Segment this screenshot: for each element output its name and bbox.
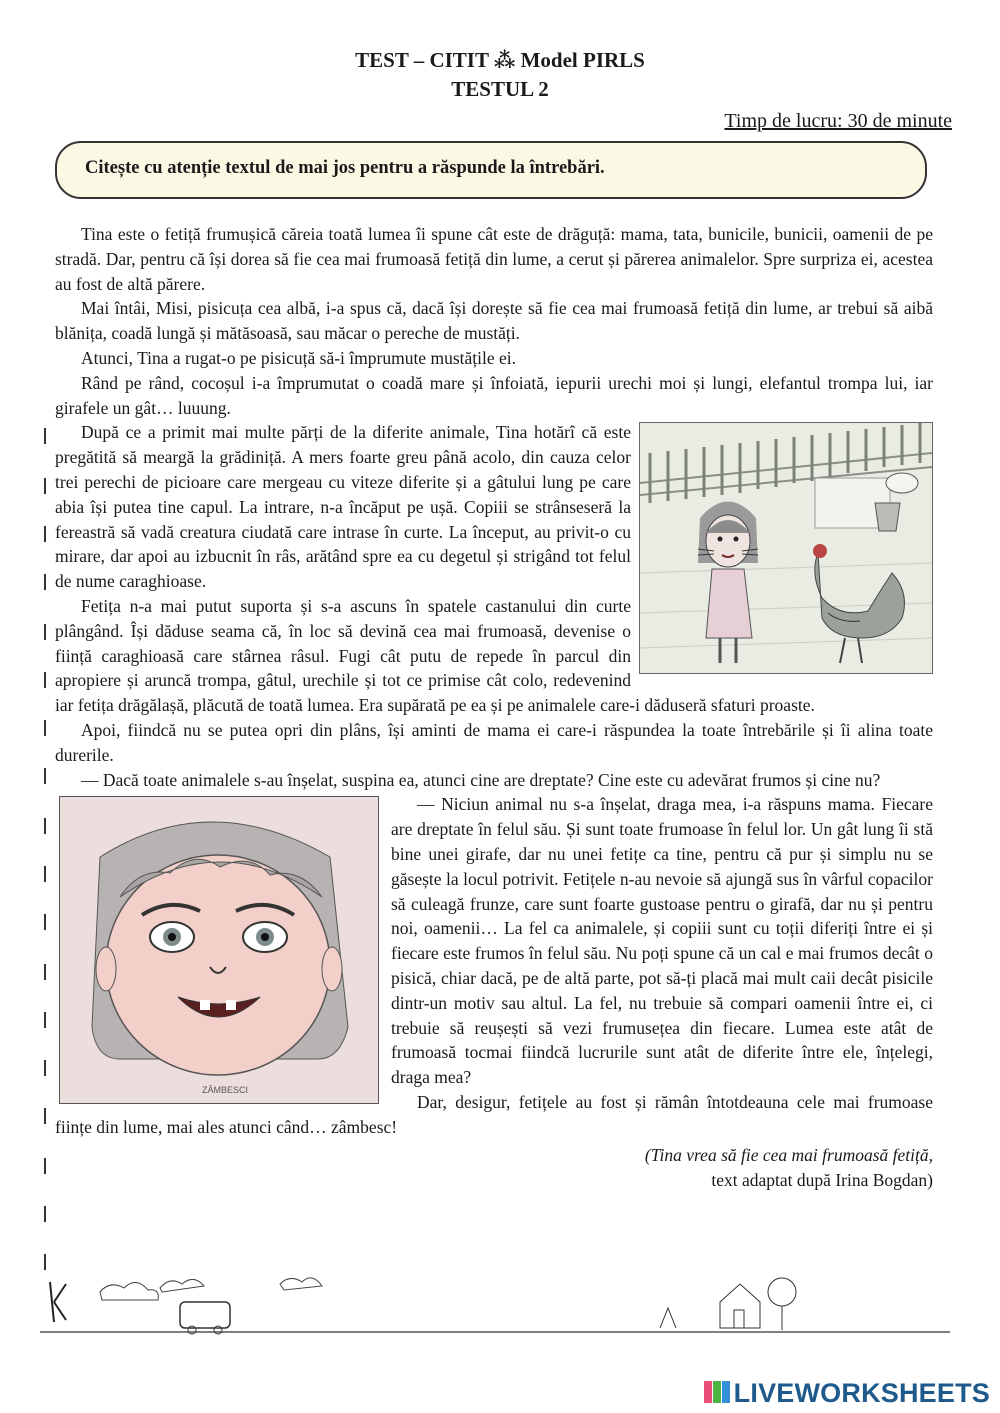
instruction-box: Citește cu atenție textul de mai jos pentru a răspunde la întrebări.: [55, 141, 927, 199]
liveworksheets-logo: [704, 1378, 990, 1410]
face-caption: ZÂMBESCI: [202, 1085, 249, 1096]
brand-text: LIVEWORKSHEETS: [733, 1378, 990, 1408]
smiling-girl-illustration: [59, 796, 379, 1104]
liveworksheets-icon: [704, 1379, 730, 1410]
test-number: TESTUL 2: [451, 77, 549, 101]
paragraph-3: Atunci, Tina a rugat-o pe pisicuță să-i împrumute mustățile ei.: [81, 347, 516, 368]
paragraph-5: După ce a primit mai multe părți de la diferite animale, Tina hotărî că este pregătită să meargă la grădiniță. A mers foarte greu până acolo, din cauza celor trei perechi de picioare care mergeau cu viteze diferite și a gâtului lung pe care abia își putea tine capul. La intrare, n-a încăput pe ușă. Copiii se strânseseră la fereastră să vadă creatura ciudată care intrase în curte. La început, au privit-o cu mirare, dar apoi au izbucnit în râs, arătând spre ea cu degetul și strigând tot felul de nume caraghioase.: [55, 422, 631, 592]
girl-and-rooster-illustration: [639, 422, 933, 674]
bottom-decoration: [40, 1262, 950, 1342]
story-text: [55, 222, 933, 1193]
test-title: TEST – CITIT ⁂ Model PIRLS: [355, 48, 645, 72]
source-citation: [55, 1143, 933, 1193]
paragraph-2: Mai întâi, Misi, pisicuța cea albă, i-a spus că, dacă își dorește să fie cea mai frumoasă fetiță din lume, ar trebui să aibă blănița, coadă lungă și mătăsoasă, sau măcar o pereche de mustăți.: [55, 298, 933, 344]
test-header: [0, 46, 1000, 104]
paragraph-4: Rând pe rând, cocoșul i-a împrumutat o coadă mare și înfoiată, iepurii urechi moi și lungi, elefantul trompa lui, iar girafele un gât… luuung.: [55, 372, 933, 418]
paragraph-7: Apoi, fiindcă nu se putea opri din plâns, își aminti de mama ei care-i răspundea la toate întrebările și îi alina toate durerile.: [55, 719, 933, 765]
margin-marks: [44, 428, 50, 1328]
paragraph-6: Fetița n-a mai putut suporta și s-a ascuns în spatele castanului din curte plângând. Își dăduse seama că, în loc să devină cea mai frumoasă, devenise o ființă caraghioasă care stârnea râsul. Fugi cât putu de repede în parcul din apropiere și aruncă trompa, gâtul, urechile și tot ce primise cât colo, redevenind iar fetița drăgălașă, plăcută de toată lumea. Era supărată pe ea și pe animalele care-i dăduseră sfaturi proaste.: [55, 595, 815, 716]
source-author: text adaptat după Irina Bogdan): [711, 1170, 933, 1191]
paragraph-8: — Dacă toate animalele s-au înșelat, suspina ea, atunci cine are dreptate? Cine este cu adevărat frumos și cine nu?: [81, 769, 881, 790]
paragraph-9: — Niciun animal nu s-a înșelat, draga mea, i-a răspuns mama. Fiecare are dreptate în felul său. Și sunt toate frumoase în felul lor. Un gât lung îi stă bine unei girafe, dar nu unei fetițe ca tine, pentru că pur și simplu nu se găsește la locul potrivit. Fetițele n-au nevoie să ajungă sus în vârful copacilor să culeagă frunze, care sunt foarte gustoase pentru o girafă, dar nu și pentru noi, oamenii… La fel ca animalele, și copiii sunt cu toții diferiți între ei și fiecare este frumos în felul său. Nu poți spune că un cal e mai frumos decât o pisică, chiar dacă, pe de altă parte, pot să-ți placă mai mult caii decât pisicile dintr-un motiv sau altul. La fel, nu trebuie să compari oamenii între ei, ci trebuie să reușești să vezi frumusețea din fiecare. Lumea este atât de frumoasă tocmai fiindcă lucrurile sunt atât de diferite între ele, înțelegi, draga mea?: [391, 794, 933, 1088]
time-limit: Timp de lucru: 30 de minute: [724, 110, 952, 132]
paragraph-1: Tina este o fetiță frumușică căreia toată lumea îi spune cât este de drăguță: mama, tata, bunicile, bunicii, oamenii de pe stradă. Dar, pentru că își dorea să fie cea mai frumoasă fetiță din lume, a cerut și părerea animalelor. Spre surpriza ei, acestea au fost de altă părere.: [55, 224, 933, 294]
source-title: (Tina vrea să fie cea mai frumoasă fetiță,: [644, 1145, 933, 1166]
paragraph-10: Dar, desigur, fetițele au fost și rămân întotdeauna cele mai frumoase ființe din lume, mai ales atunci când… zâmbesc!: [55, 1091, 933, 1137]
